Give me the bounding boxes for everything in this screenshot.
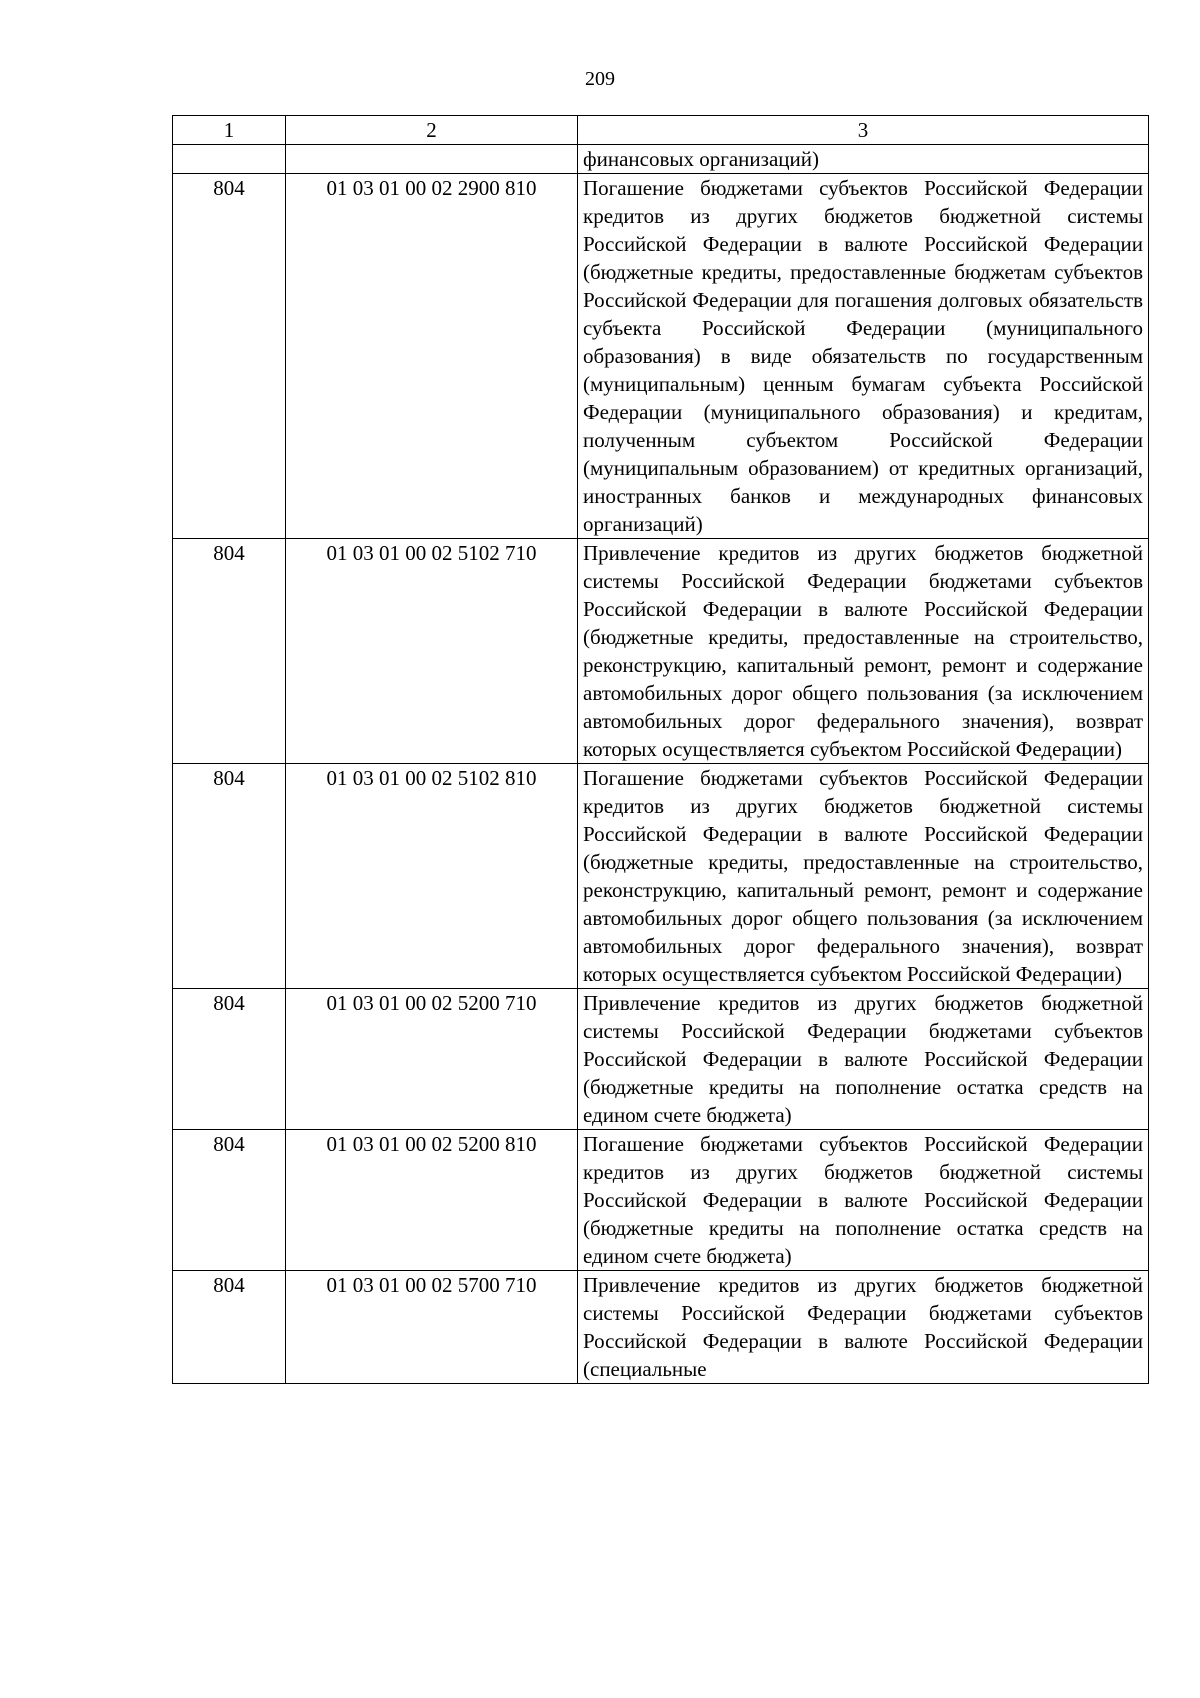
kbk-code-cell: 01 03 01 00 02 5102 710 xyxy=(286,539,578,764)
column-header-3: 3 xyxy=(578,116,1149,145)
description-cell: Привлечение кредитов из других бюджетов бюджетной системы Российской Федерации бюджетами субъектов Российской Федерации в валюте Российской Федерации (специальные xyxy=(578,1271,1149,1384)
admin-code-cell: 804 xyxy=(173,764,286,989)
table-row xyxy=(173,1271,1149,1384)
table-row xyxy=(173,1130,1149,1271)
page-number: 209 xyxy=(585,68,615,90)
table-row xyxy=(173,539,1149,764)
admin-code-cell xyxy=(173,145,286,174)
table-header-row xyxy=(173,116,1149,145)
admin-code-cell: 804 xyxy=(173,989,286,1130)
column-header-1: 1 xyxy=(173,116,286,145)
table-row xyxy=(173,989,1149,1130)
description-cell: Привлечение кредитов из других бюджетов бюджетной системы Российской Федерации бюджетами субъектов Российской Федерации в валюте Российской Федерации (бюджетные кредиты, предоставленные на строительство, реконструкцию, капитальный ремонт, ремонт и содержание автомобильных дорог общего пользования (за исключением автомобильных дорог федерального значения), возврат которых осуществляется субъектом Российской Федерации) xyxy=(578,539,1149,764)
description-cell: финансовых организаций) xyxy=(578,145,1149,174)
description-cell: Привлечение кредитов из других бюджетов бюджетной системы Российской Федерации бюджетами субъектов Российской Федерации в валюте Российской Федерации (бюджетные кредиты на пополнение остатка средств на едином счете бюджета) xyxy=(578,989,1149,1130)
kbk-code-cell xyxy=(286,145,578,174)
description-cell: Погашение бюджетами субъектов Российской Федерации кредитов из других бюджетов бюджетной системы Российской Федерации в валюте Российской Федерации (бюджетные кредиты, предоставленные на строительство, реконструкцию, капитальный ремонт, ремонт и содержание автомобильных дорог общего пользования (за исключением автомобильных дорог федерального значения), возврат которых осуществляется субъектом Российской Федерации) xyxy=(578,764,1149,989)
admin-code-cell: 804 xyxy=(173,539,286,764)
column-header-2: 2 xyxy=(286,116,578,145)
table-row xyxy=(173,764,1149,989)
admin-code-cell: 804 xyxy=(173,174,286,539)
kbk-code-cell: 01 03 01 00 02 5700 710 xyxy=(286,1271,578,1384)
admin-code-cell: 804 xyxy=(173,1130,286,1271)
kbk-code-cell: 01 03 01 00 02 5200 710 xyxy=(286,989,578,1130)
description-cell: Погашение бюджетами субъектов Российской Федерации кредитов из других бюджетов бюджетной системы Российской Федерации в валюте Российской Федерации (бюджетные кредиты на пополнение остатка средств на едином счете бюджета) xyxy=(578,1130,1149,1271)
kbk-code-cell: 01 03 01 00 02 5200 810 xyxy=(286,1130,578,1271)
budget-classification-table xyxy=(172,115,1149,1384)
description-cell: Погашение бюджетами субъектов Российской Федерации кредитов из других бюджетов бюджетной системы Российской Федерации в валюте Российской Федерации (бюджетные кредиты, предоставленные бюджетам субъектов Российской Федерации для погашения долговых обязательств субъекта Российской Федерации (муниципального образования) в виде обязательств по государственным (муниципальным) ценным бумагам субъекта Российской Федерации (муниципального образования) и кредитам, полученным субъектом Российской Федерации (муниципальным образованием) от кредитных организаций, иностранных банков и международных финансовых организаций) xyxy=(578,174,1149,539)
kbk-code-cell: 01 03 01 00 02 5102 810 xyxy=(286,764,578,989)
table-row xyxy=(173,174,1149,539)
kbk-code-cell: 01 03 01 00 02 2900 810 xyxy=(286,174,578,539)
admin-code-cell: 804 xyxy=(173,1271,286,1384)
table-row xyxy=(173,145,1149,174)
